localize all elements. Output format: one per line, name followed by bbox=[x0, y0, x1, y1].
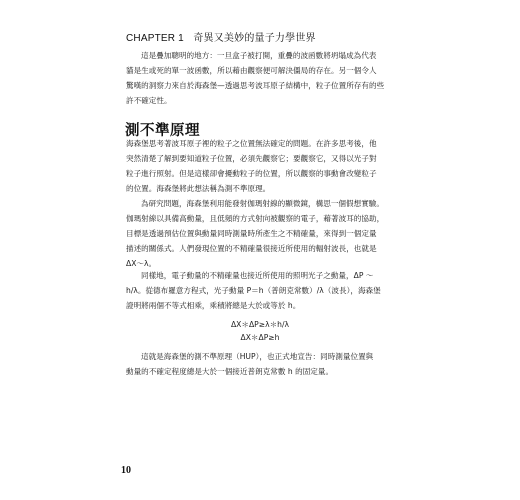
text-line: 目標是透過預估位置與動量同時測量時所產生之不精確量，來得到一個定量 bbox=[126, 229, 377, 238]
text-line: 貓是生或死的單一波函數，所以藉由觀察便可解決僵局的存在。另一個令人 bbox=[126, 66, 377, 75]
text-line: 許不確定性。 bbox=[126, 96, 172, 105]
text-line: ΔX～λ。 bbox=[126, 259, 157, 268]
text-line: 的位置。海森堡將此想法稱為測不準原理。 bbox=[126, 184, 271, 193]
text-line: 粒子進行照射。但是這樣卻會擾動粒子的位置，所以觀察的事動會改變粒子 bbox=[126, 169, 377, 178]
paragraph-1 bbox=[126, 136, 404, 196]
text-line: 證明將兩個不等式相乘，乘積將總是大於或等於 h。 bbox=[126, 301, 301, 310]
paragraph-2 bbox=[126, 196, 404, 271]
text-line: 動量的不確定程度總是大於一個接近普朗克常數 h 的固定量。 bbox=[126, 367, 334, 376]
text-line: 海森堡思考著波耳原子裡的粒子之位置無法確定的問題。在許多思考後，他 bbox=[126, 139, 377, 148]
text-line: 描述的關係式。人們發現位置的不精確量很接近所使用的輻射波長，也就是 bbox=[126, 244, 377, 253]
text-line: 為研究問題，海森堡利用能發射伽瑪射線的顯微鏡，構思一個假想實驗。 bbox=[141, 199, 384, 208]
text-line: 同樣地，電子動量的不精確量也接近所使用的照明光子之動量，ΔP ～ bbox=[141, 271, 374, 280]
paragraph-3 bbox=[126, 268, 404, 313]
paragraph-4 bbox=[126, 349, 404, 379]
section-heading: 測不準原理 bbox=[125, 123, 200, 139]
intro-paragraph bbox=[126, 48, 404, 108]
text-line: 突然清楚了解到要知道粒子位置，必須先觀察它；要觀察它，又得以光子對 bbox=[126, 154, 377, 163]
text-line: 這就是海森堡的測不準原理（HUP），也正式地宣告：同時測量位置與 bbox=[141, 352, 374, 361]
running-header bbox=[126, 29, 316, 44]
text-line: h/λ。從德布羅意方程式，光子動量 P＝h（普朗克常數）/λ（波長），海森堡 bbox=[126, 286, 381, 295]
text-line: 伽瑪射線以具備高動量，且低頻的方式射向被觀察的電子，藉著波耳的協助， bbox=[126, 214, 385, 223]
page-number: 10 bbox=[121, 465, 131, 476]
text-line: 這是疊加聰明的地方：一旦盒子被打開，重疊的波函數將坍塌成為代表 bbox=[141, 51, 377, 60]
chapter-label: CHAPTER 1 bbox=[126, 33, 184, 44]
text-line: 驚嘆的洞察力來自於海森堡—透過思考波耳原子結構中，粒子位置所存有的些 bbox=[126, 81, 385, 90]
equation-2: ΔX＊ΔP≥h bbox=[240, 333, 280, 342]
equation-1: ΔX＊ΔP≥λ＊h/λ bbox=[230, 320, 290, 329]
chapter-title: 奇異又美妙的量子力學世界 bbox=[193, 33, 316, 44]
